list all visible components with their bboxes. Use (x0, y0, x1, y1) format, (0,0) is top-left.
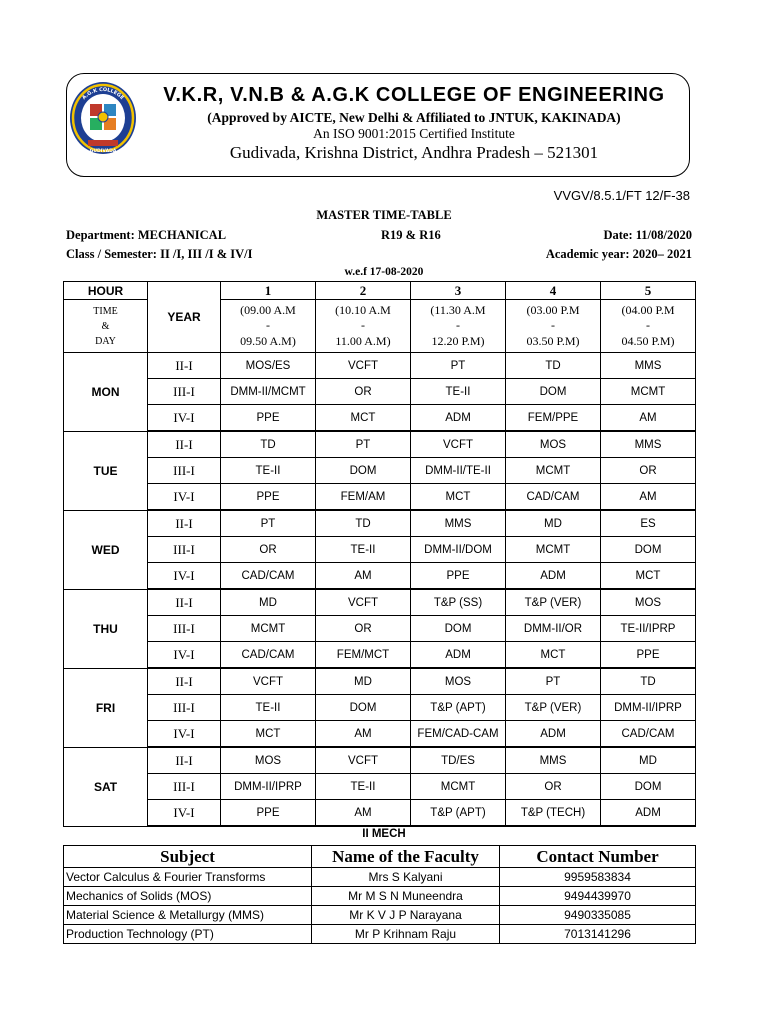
subject-cell: MMS (601, 353, 696, 379)
year-label: IV-I (148, 563, 221, 590)
subject-cell: OR (316, 379, 411, 405)
slot-time-cell (601, 300, 696, 353)
subject-cell: PPE (221, 405, 316, 432)
slot-time-start: (04.00 P.M (621, 302, 675, 317)
subject-cell: TE-II (316, 537, 411, 563)
slot-number: 5 (601, 282, 696, 300)
subject-cell: MD (316, 668, 411, 695)
timetable-row (64, 668, 696, 695)
slot-time-sep: - (646, 318, 650, 333)
subject-cell: MD (506, 510, 601, 537)
faculty-subject: Material Science & Metallurgy (MMS) (64, 906, 312, 925)
subject-cell: CAD/CAM (506, 484, 601, 511)
slot-time-cell (221, 300, 316, 353)
subject-cell: AM (316, 563, 411, 590)
subject-cell: MOS (221, 747, 316, 774)
master-timetable (63, 281, 696, 827)
subject-cell: PPE (221, 484, 316, 511)
faculty-row (64, 906, 696, 925)
subject-cell: AM (601, 484, 696, 511)
effective-date: w.e.f 17-08-2020 (344, 266, 424, 278)
subject-cell: MCMT (221, 616, 316, 642)
slot-number: 4 (506, 282, 601, 300)
subject-cell: VCFT (316, 589, 411, 616)
slot-number: 3 (411, 282, 506, 300)
timetable-row (64, 774, 696, 800)
subject-cell: TE-II (316, 774, 411, 800)
subject-cell: MCT (411, 484, 506, 511)
svg-text:GUDIVADA: GUDIVADA (89, 149, 117, 154)
subject-cell: T&P (APT) (411, 695, 506, 721)
contact-header: Contact Number (500, 846, 696, 868)
slot-time-start: (11.30 A.M (430, 302, 486, 317)
time-label-line: & (101, 320, 110, 332)
faculty-row (64, 887, 696, 906)
iso-line: An ISO 9001:2015 Certified Institute (313, 126, 515, 141)
slot-time-start: (09.00 A.M (240, 302, 296, 317)
timetable-row (64, 353, 696, 379)
department-label: Department: MECHANICAL (66, 228, 227, 242)
year-label: III-I (148, 695, 221, 721)
slot-number: 2 (316, 282, 411, 300)
time-label-line: TIME (93, 305, 118, 317)
faculty-name-header: Name of the Faculty (312, 846, 500, 868)
subject-cell: MMS (601, 431, 696, 458)
faculty-name: Mrs S Kalyani (312, 868, 500, 887)
year-label: II-I (148, 668, 221, 695)
subject-cell: PT (316, 431, 411, 458)
subject-cell: TE-II (411, 379, 506, 405)
slot-time-cell (411, 300, 506, 353)
subject-cell: DOM (506, 379, 601, 405)
subject-cell: ADM (411, 405, 506, 432)
hour-row (64, 282, 696, 300)
slot-time-cell (506, 300, 601, 353)
subject-cell: AM (316, 721, 411, 748)
year-label: III-I (148, 774, 221, 800)
subject-cell: CAD/CAM (221, 563, 316, 590)
faculty-table (63, 845, 696, 944)
faculty-header-row (64, 846, 696, 868)
subject-cell: MCT (221, 721, 316, 748)
subject-cell: DOM (316, 458, 411, 484)
timetable-row (64, 484, 696, 511)
subject-cell: MCMT (601, 379, 696, 405)
class-semester-label: Class / Semester: II /I, III /I & IV/I (66, 247, 253, 261)
year-label: II-I (148, 431, 221, 458)
year-label: IV-I (148, 642, 221, 669)
subject-cell: ADM (506, 563, 601, 590)
subject-cell: AM (601, 405, 696, 432)
document-code: VVGV/8.5.1/FT 12/F-38 (553, 188, 690, 203)
subject-cell: DMM-II/IPRP (221, 774, 316, 800)
subject-cell: ADM (601, 800, 696, 827)
timetable-row (64, 721, 696, 748)
subject-cell: CAD/CAM (601, 721, 696, 748)
subject-cell: DOM (601, 537, 696, 563)
day-label: MON (64, 353, 148, 432)
subject-cell: CAD/CAM (221, 642, 316, 669)
subject-cell: ADM (506, 721, 601, 748)
subject-cell: DMM-II/IPRP (601, 695, 696, 721)
timetable-title: MASTER TIME-TABLE (316, 208, 452, 222)
date-label: Date: 11/08/2020 (603, 228, 692, 242)
slot-time-start: (03.00 P.M (526, 302, 580, 317)
timetable-row (64, 379, 696, 405)
subject-cell: VCFT (316, 747, 411, 774)
year-label: III-I (148, 379, 221, 405)
subject-cell: T&P (VER) (506, 695, 601, 721)
subject-cell: MOS/ES (221, 353, 316, 379)
faculty-row (64, 925, 696, 944)
subject-header: Subject (64, 846, 312, 868)
faculty-name: Mr M S N Muneendra (312, 887, 500, 906)
timetable-row (64, 458, 696, 484)
subject-cell: PPE (601, 642, 696, 669)
year-label: II-I (148, 589, 221, 616)
subject-cell: AM (316, 800, 411, 827)
subject-cell: TE-II/IPRP (601, 616, 696, 642)
timetable-row (64, 405, 696, 432)
subject-cell: PT (506, 668, 601, 695)
slot-time-end: 03.50 P.M) (526, 333, 580, 348)
academic-year-label: Academic year: 2020– 2021 (545, 247, 692, 261)
year-label: III-I (148, 616, 221, 642)
subject-cell: ES (601, 510, 696, 537)
subject-cell: MCMT (506, 458, 601, 484)
subject-cell: DOM (601, 774, 696, 800)
faculty-row (64, 868, 696, 887)
subject-cell: OR (506, 774, 601, 800)
timetable-row (64, 695, 696, 721)
slot-time-sep: - (551, 318, 555, 333)
day-label: SAT (64, 747, 148, 826)
timetable-row (64, 616, 696, 642)
slot-time-end: 04.50 P.M) (621, 333, 675, 348)
subject-cell: MMS (411, 510, 506, 537)
subject-cell: DMM-II/TE-II (411, 458, 506, 484)
day-label: THU (64, 589, 148, 668)
subject-cell: TD (506, 353, 601, 379)
faculty-subject: Production Technology (PT) (64, 925, 312, 944)
subject-cell: MCT (506, 642, 601, 669)
timetable-row (64, 642, 696, 669)
faculty-name: Mr P Krihnam Raju (312, 925, 500, 944)
subject-cell: MOS (601, 589, 696, 616)
subject-cell: DMM-II/MCMT (221, 379, 316, 405)
faculty-contact: 9490335085 (500, 906, 696, 925)
subject-cell: OR (316, 616, 411, 642)
faculty-contact: 7013141296 (500, 925, 696, 944)
subject-cell: VCFT (316, 353, 411, 379)
subject-cell: TD/ES (411, 747, 506, 774)
timetable-row (64, 510, 696, 537)
subject-cell: T&P (APT) (411, 800, 506, 827)
year-label: IV-I (148, 484, 221, 511)
subject-cell: TD (601, 668, 696, 695)
year-label: II-I (148, 353, 221, 379)
subject-cell: MCMT (506, 537, 601, 563)
subject-cell: OR (601, 458, 696, 484)
subject-cell: TD (316, 510, 411, 537)
college-logo-icon (68, 80, 138, 156)
slot-time-sep: - (266, 318, 270, 333)
slot-time-cell (316, 300, 411, 353)
slot-number: 1 (221, 282, 316, 300)
year-label: IV-I (148, 405, 221, 432)
timetable-row (64, 537, 696, 563)
subject-cell: OR (221, 537, 316, 563)
subject-cell: ADM (411, 642, 506, 669)
subject-cell: PPE (411, 563, 506, 590)
subject-cell: PPE (221, 800, 316, 827)
slot-time-end: 11.00 A.M) (335, 333, 391, 348)
year-label: II-I (148, 510, 221, 537)
subject-cell: VCFT (411, 431, 506, 458)
year-label: III-I (148, 537, 221, 563)
subject-cell: MD (221, 589, 316, 616)
subject-cell: MD (601, 747, 696, 774)
subject-cell: T&P (VER) (506, 589, 601, 616)
day-label: WED (64, 510, 148, 589)
faculty-subject: Vector Calculus & Fourier Transforms (64, 868, 312, 887)
timetable-row (64, 563, 696, 590)
subject-cell: FEM/PPE (506, 405, 601, 432)
faculty-subject: Mechanics of Solids (MOS) (64, 887, 312, 906)
year-label: IV-I (148, 800, 221, 827)
year-label: IV-I (148, 721, 221, 748)
faculty-contact: 9494439970 (500, 887, 696, 906)
subject-cell: MCMT (411, 774, 506, 800)
subject-cell: FEM/AM (316, 484, 411, 511)
subject-cell: T&P (SS) (411, 589, 506, 616)
subject-cell: DMM-II/DOM (411, 537, 506, 563)
approval-line: (Approved by AICTE, New Delhi & Affiliated to JNTUK, KAKINADA) (207, 110, 621, 125)
hour-header: HOUR (64, 282, 148, 300)
subject-cell: MOS (506, 431, 601, 458)
year-header: YEAR (148, 282, 221, 353)
subject-cell: DOM (316, 695, 411, 721)
timetable-row (64, 589, 696, 616)
year-label: III-I (148, 458, 221, 484)
timetable-row (64, 800, 696, 827)
day-label: FRI (64, 668, 148, 747)
timetable-row (64, 431, 696, 458)
subject-cell: PT (411, 353, 506, 379)
subject-cell: TD (221, 431, 316, 458)
subject-cell: FEM/MCT (316, 642, 411, 669)
subject-cell: TE-II (221, 458, 316, 484)
subject-cell: MMS (506, 747, 601, 774)
subject-cell: MCT (316, 405, 411, 432)
timetable-row (64, 747, 696, 774)
subject-cell: MCT (601, 563, 696, 590)
slot-time-end: 12.20 P.M) (431, 333, 485, 348)
subject-cell: TE-II (221, 695, 316, 721)
time-day-header (64, 300, 148, 353)
slot-time-end: 09.50 A.M) (240, 333, 296, 348)
svg-text:A.G.K COLLEGE: A.G.K COLLEGE (81, 86, 125, 102)
regulation-label: R19 & R16 (381, 228, 441, 242)
day-label: TUE (64, 431, 148, 510)
slot-time-sep: - (456, 318, 460, 333)
time-label-line: DAY (95, 335, 116, 347)
college-address: Gudivada, Krishna District, Andhra Pradesh – 521301 (229, 143, 599, 162)
slot-time-start: (10.10 A.M (335, 302, 391, 317)
timetable-body (64, 282, 696, 827)
faculty-table-body (64, 846, 696, 944)
faculty-contact: 9959583834 (500, 868, 696, 887)
slot-time-sep: - (361, 318, 365, 333)
faculty-name: Mr K V J P Narayana (312, 906, 500, 925)
section-label: II MECH (362, 828, 406, 840)
year-label: II-I (148, 747, 221, 774)
subject-cell: PT (221, 510, 316, 537)
subject-cell: DMM-II/OR (506, 616, 601, 642)
subject-cell: VCFT (221, 668, 316, 695)
college-name: V.K.R, V.N.B & A.G.K COLLEGE OF ENGINEERING (163, 84, 665, 106)
subject-cell: MOS (411, 668, 506, 695)
subject-cell: FEM/CAD-CAM (411, 721, 506, 748)
subject-cell: T&P (TECH) (506, 800, 601, 827)
subject-cell: DOM (411, 616, 506, 642)
